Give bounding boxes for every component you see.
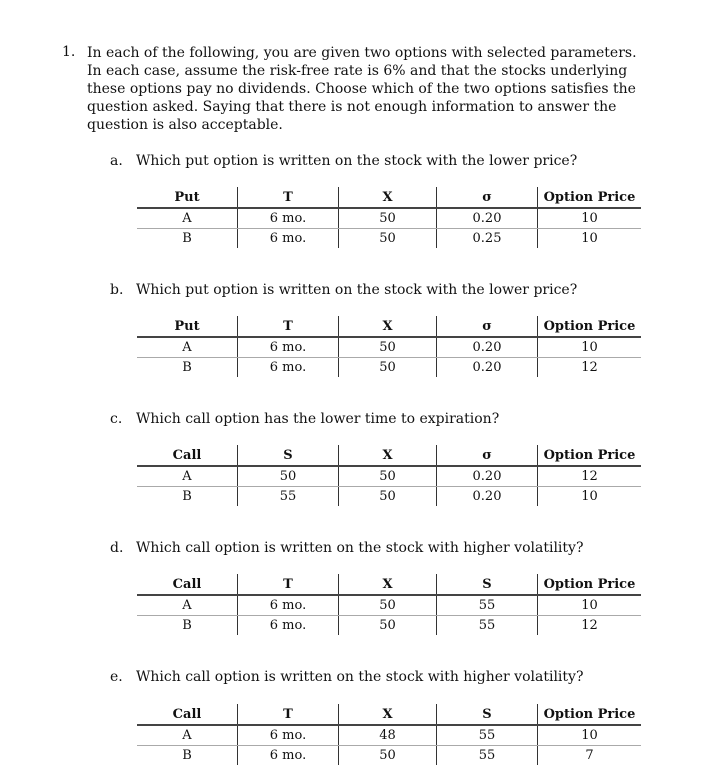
header-cell: X xyxy=(339,704,437,725)
table-cell: 6 mo. xyxy=(238,595,339,616)
table-cell: B xyxy=(182,618,192,633)
table-row xyxy=(137,487,641,507)
table-row xyxy=(137,466,641,487)
part-question: Which put option is written on the stock with the lower price? xyxy=(136,282,578,298)
table-row xyxy=(137,229,641,249)
header-cell: Option Price xyxy=(538,704,642,725)
header-cell: T xyxy=(238,187,339,208)
part-question: Which call option is written on the stock with higher volatility? xyxy=(136,669,584,685)
table-row xyxy=(137,358,641,378)
part-letter: d. xyxy=(110,540,124,556)
header-cell: Call xyxy=(172,706,202,722)
part-question: Which put option is written on the stock with the lower price? xyxy=(136,153,578,169)
table-cell: A xyxy=(137,466,238,487)
header-cell: σ xyxy=(437,316,538,337)
table-cell: 50 xyxy=(339,595,437,616)
table-header xyxy=(137,445,641,466)
table-cell: 6 mo. xyxy=(238,229,339,249)
table-cell: 6 mo. xyxy=(238,208,339,229)
table-cell: A xyxy=(137,725,238,746)
table-cell: 10 xyxy=(538,595,642,616)
table-cell: 0.20 xyxy=(437,487,538,507)
table-cell: 50 xyxy=(339,337,437,358)
table-cell: 0.25 xyxy=(437,229,538,249)
header-cell: Call xyxy=(172,447,202,463)
table-cell: 6 mo. xyxy=(238,337,339,358)
header-cell: S xyxy=(238,445,339,466)
table-cell: 55 xyxy=(238,487,339,507)
table-header xyxy=(137,316,641,337)
table-cell: 12 xyxy=(538,358,642,378)
options-table-c xyxy=(137,445,641,506)
header-cell: σ xyxy=(437,187,538,208)
header-cell: X xyxy=(339,187,437,208)
table-cell: B xyxy=(182,489,192,504)
table-cell: 48 xyxy=(339,725,437,746)
table-cell: 6 mo. xyxy=(238,616,339,636)
header-cell: Put xyxy=(174,189,200,205)
table-cell: 0.20 xyxy=(437,358,538,378)
table-cell: 10 xyxy=(538,487,642,507)
header-cell: Call xyxy=(172,576,202,592)
table-cell: 50 xyxy=(339,616,437,636)
header-cell: Option Price xyxy=(538,574,642,595)
options-table-b xyxy=(137,316,641,377)
table-row xyxy=(137,337,641,358)
part-question: Which call option is written on the stock with higher volatility? xyxy=(136,540,584,556)
header-cell: S xyxy=(437,704,538,725)
table-cell: 0.20 xyxy=(437,337,538,358)
question-text: In each of the following, you are given two options with selected parameters. In each case, assume the risk-free rate is 6% and that the stocks underlying these options pay no dividends. Choose which of the two options satisfies the question asked. Saying that there is not enough information to answer the question is also acceptable. xyxy=(87,45,637,133)
part-letter: c. xyxy=(110,411,123,427)
table-cell: A xyxy=(137,595,238,616)
table-cell: 12 xyxy=(538,616,642,636)
table-row xyxy=(137,595,641,616)
options-table-a xyxy=(137,187,641,248)
header-cell: X xyxy=(339,445,437,466)
table-cell: 0.20 xyxy=(437,208,538,229)
table-cell: B xyxy=(182,360,192,375)
table-cell: 10 xyxy=(538,229,642,249)
header-cell: σ xyxy=(437,445,538,466)
table-cell: 50 xyxy=(339,358,437,378)
table-cell: 12 xyxy=(538,466,642,487)
table-cell: 50 xyxy=(238,466,339,487)
table-header xyxy=(137,187,641,208)
table-row xyxy=(137,616,641,636)
table-cell: 50 xyxy=(339,466,437,487)
header-cell: Option Price xyxy=(538,445,642,466)
table-cell: 55 xyxy=(437,616,538,636)
table-cell: A xyxy=(137,337,238,358)
table-cell: 6 mo. xyxy=(238,725,339,746)
header-cell: T xyxy=(238,316,339,337)
header-cell: X xyxy=(339,574,437,595)
table-cell: 55 xyxy=(437,595,538,616)
header-cell: Option Price xyxy=(538,187,642,208)
table-cell: 10 xyxy=(538,337,642,358)
table-row xyxy=(137,725,641,746)
table-cell: 50 xyxy=(339,487,437,507)
table-cell: B xyxy=(182,231,192,246)
table-cell: 10 xyxy=(538,208,642,229)
header-cell: S xyxy=(437,574,538,595)
table-cell: 55 xyxy=(437,725,538,746)
table-cell: 50 xyxy=(339,746,437,766)
table-cell: 6 mo. xyxy=(238,358,339,378)
table-header xyxy=(137,574,641,595)
table-cell: 7 xyxy=(538,746,642,766)
table-cell: 50 xyxy=(339,208,437,229)
table-cell: 10 xyxy=(538,725,642,746)
header-cell: X xyxy=(339,316,437,337)
table-cell: 6 mo. xyxy=(238,746,339,766)
table-cell: 50 xyxy=(339,229,437,249)
table-cell: 55 xyxy=(437,746,538,766)
part-letter: a. xyxy=(110,153,123,169)
table-cell: B xyxy=(182,748,192,763)
header-cell: T xyxy=(238,704,339,725)
part-letter: e. xyxy=(110,669,123,685)
part-letter: b. xyxy=(110,282,124,298)
header-cell: Put xyxy=(174,318,200,334)
part-question: Which call option has the lower time to expiration? xyxy=(136,411,500,427)
table-cell: A xyxy=(137,208,238,229)
options-table-e xyxy=(137,704,641,765)
question-number: 1. xyxy=(62,44,76,60)
table-row xyxy=(137,746,641,766)
table-header xyxy=(137,704,641,725)
table-row xyxy=(137,208,641,229)
table-cell: 0.20 xyxy=(437,466,538,487)
options-table-d xyxy=(137,574,641,635)
header-cell: Option Price xyxy=(538,316,642,337)
header-cell: T xyxy=(238,574,339,595)
